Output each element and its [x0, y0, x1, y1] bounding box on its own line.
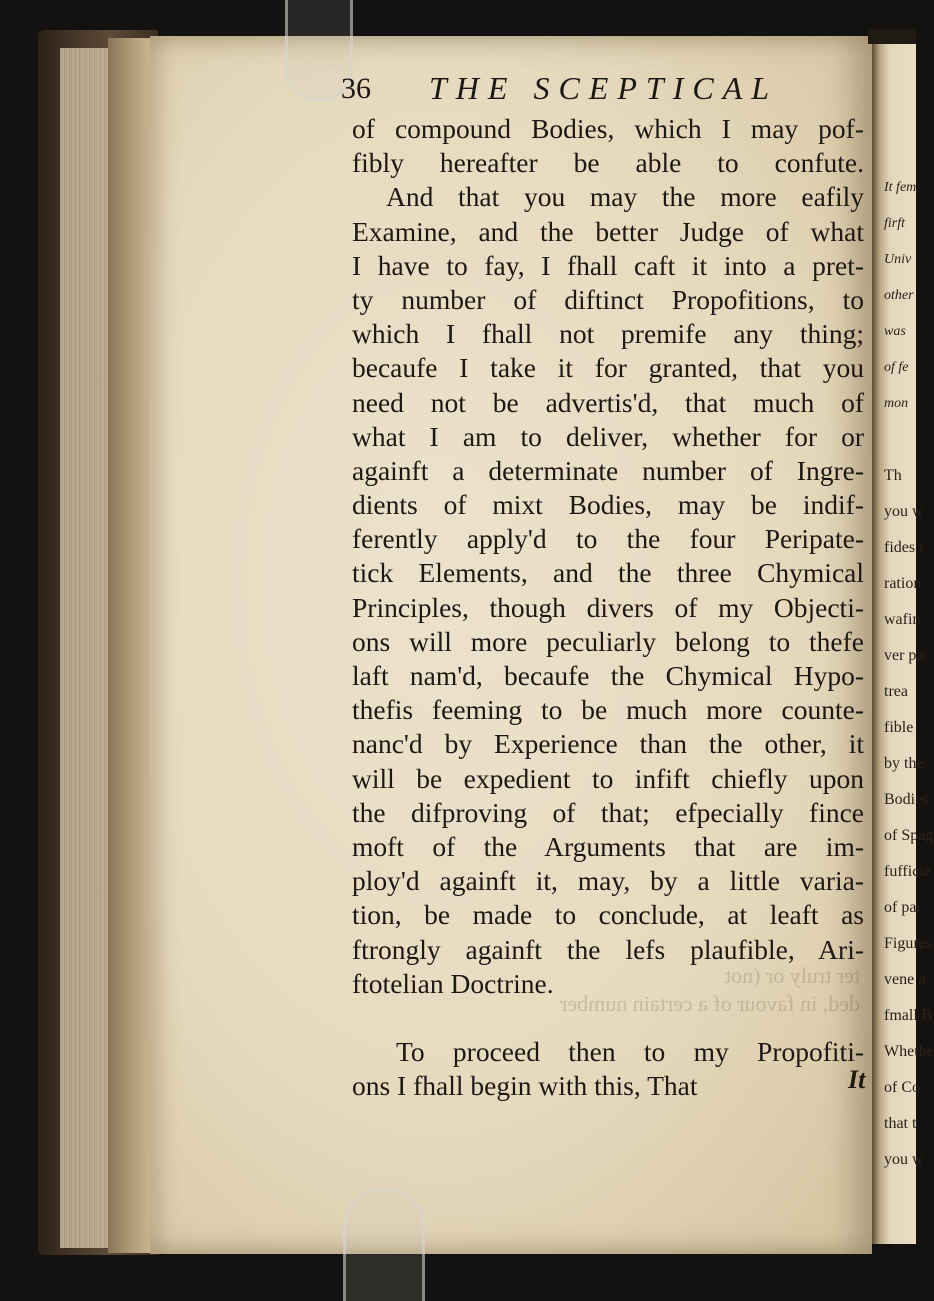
text-line: the difproving of that; efpecially fince — [352, 796, 864, 828]
show-through-line: ded, in favour of a certain number — [560, 991, 860, 1016]
text-line: ons will more peculiarly belong to thefe — [352, 625, 864, 657]
page-number: 36 — [341, 72, 371, 105]
facing-fragment: wafin — [884, 611, 921, 628]
facing-fragment: ration — [884, 575, 922, 592]
facing-fragment: vene a — [884, 971, 926, 988]
book-cover-right — [868, 30, 916, 44]
facing-fragment: of Co — [884, 1079, 920, 1096]
text-line: of compound Bodies, which I may pof- — [352, 113, 864, 144]
facing-fragment: Univ — [884, 252, 912, 267]
text-line: To proceed then to my Propofiti- — [396, 1035, 864, 1067]
facing-fragment: Figures — [884, 935, 932, 952]
facing-page-text — [884, 170, 934, 1178]
text-line: fibly hereafter be able to confute. — [352, 147, 864, 179]
facing-fragment: you w — [884, 503, 924, 520]
text-line: ty number of diftinct Propofitions, to — [352, 283, 864, 315]
text-line: ploy'd againft it, may, by a little varia- — [352, 865, 864, 897]
text-line: tion, be made to conclude, at leaft as — [352, 899, 864, 931]
facing-fragment: ver pa — [884, 647, 924, 664]
text-line: And that you may the more eafily — [386, 181, 864, 213]
facing-fragment — [884, 422, 916, 458]
facing-fragment: firft — [884, 216, 906, 231]
text-line: dients of mixt Bodies, may be indif- — [352, 489, 864, 521]
text-line: ftrongly againft the lefs plaufible, Ari- — [352, 933, 864, 965]
facing-fragment: of fe — [884, 360, 909, 375]
text-line: laft nam'd, becaufe the Chymical Hypo- — [352, 660, 864, 691]
text-line: ferently apply'd to the four Peripate- — [352, 523, 864, 555]
text-line: againft a determinate number of Ingre- — [352, 454, 864, 486]
show-through-line: ter truly or (not — [724, 963, 860, 988]
text-line: I have to fay, I fhall caft it into a pret- — [352, 249, 864, 281]
text-line: will be expedient to infift chiefly upon — [352, 762, 864, 794]
facing-fragment: trea — [884, 683, 908, 700]
running-head — [341, 68, 781, 112]
facing-fragment: fides t — [884, 539, 924, 556]
facing-fragment: Whethe — [884, 1043, 934, 1060]
facing-fragment: It fem. — [884, 180, 920, 195]
text-line: ons I fhall begin with this, That — [352, 1070, 698, 1102]
facing-fragment: of Spag — [884, 827, 934, 844]
text-line: which I fhall not premife any thing; — [352, 318, 864, 350]
page-clip-bottom — [343, 1188, 425, 1301]
text-line: moft of the Arguments that are im- — [352, 830, 864, 862]
text-line: thefis feeming to be much more counte- — [352, 694, 864, 726]
facing-fragment: Bodies — [884, 791, 929, 808]
text-line: what I am to deliver, whether for or — [352, 420, 864, 452]
facing-fragment: of par — [884, 899, 922, 916]
facing-fragment: Th — [884, 467, 902, 484]
text-line: tick Elements, and the three Chymical — [352, 557, 864, 589]
text-line: Examine, and the better Judge of what — [352, 215, 864, 247]
facing-fragment: was — [884, 324, 906, 339]
facing-fragment: by the — [884, 755, 924, 772]
facing-fragment: fufficie — [884, 863, 931, 880]
facing-fragment: fible — [884, 719, 914, 736]
body-text — [352, 112, 864, 1103]
paragraph-gap — [352, 1001, 864, 1035]
facing-fragment: that t — [884, 1115, 917, 1132]
text-line: ftotelian Doctrine. — [352, 967, 554, 999]
text-line: need not be advertis'd, that much of — [352, 386, 864, 418]
text-line: becaufe I take it for granted, that you — [352, 352, 864, 384]
text-line: Principles, though divers of my Objecti- — [352, 591, 864, 623]
facing-fragment: other — [884, 288, 914, 303]
catchword: It — [848, 1065, 866, 1094]
facing-fragment: you w — [884, 1151, 924, 1168]
facing-fragment: mon — [884, 396, 909, 411]
text-line: nanc'd by Experience than the other, it — [352, 728, 864, 760]
running-title: THE SCEPTICAL — [429, 70, 779, 106]
facing-fragment: fmall B — [884, 1007, 933, 1024]
